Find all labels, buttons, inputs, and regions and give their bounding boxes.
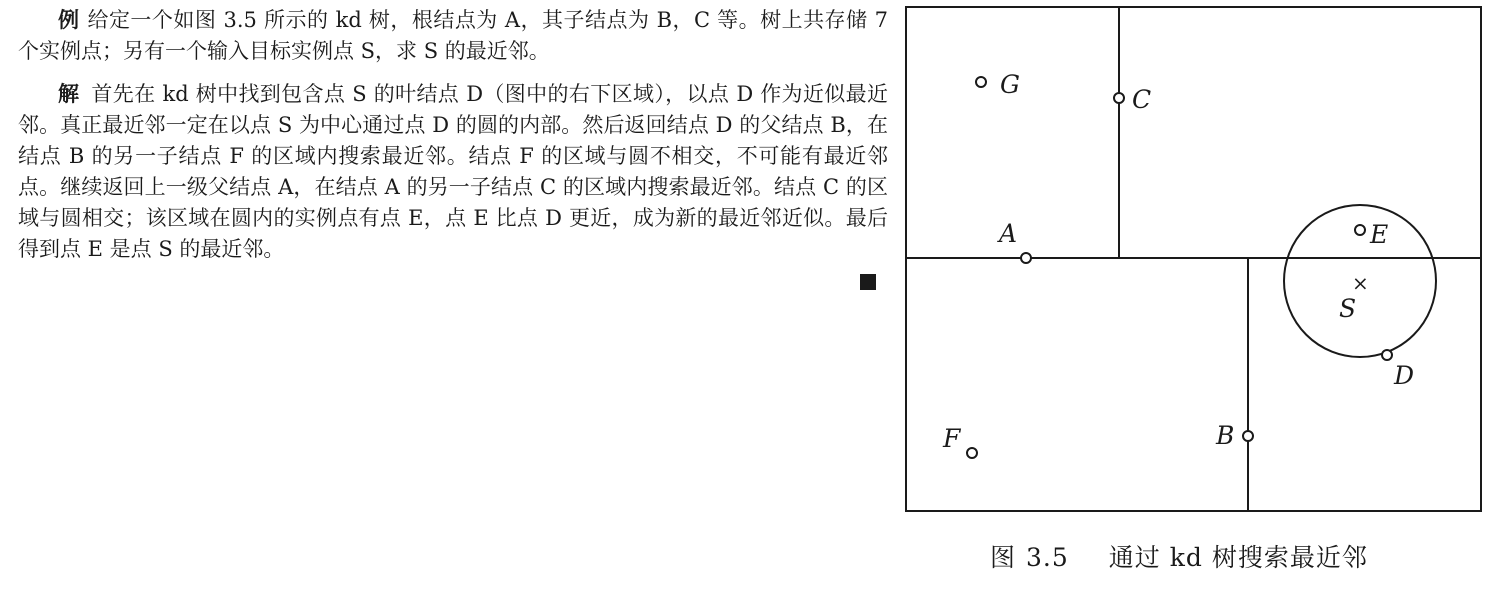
point-E (1355, 225, 1365, 235)
qed-mark (860, 274, 876, 290)
label-G: G (1000, 70, 1020, 99)
kd-tree-diagram (896, 0, 1491, 586)
label-E: E (1370, 220, 1389, 249)
label-A: A (999, 219, 1018, 248)
label-D: D (1394, 361, 1415, 390)
caption-number: 3.5 (1026, 543, 1069, 572)
solution-paragraph (18, 78, 888, 265)
point-C (1114, 93, 1124, 103)
point-A (1021, 253, 1031, 263)
point-B (1243, 431, 1253, 441)
label-F: F (943, 424, 961, 453)
solution-label: 解 (58, 81, 80, 106)
label-C: C (1132, 85, 1152, 114)
figure-caption (990, 538, 1368, 574)
kd-tree-figure (896, 0, 1491, 586)
caption-label: 图 (990, 543, 1017, 572)
example-text: 给定一个如图 3.5 所示的 kd 树，根结点为 A，其子结点为 B，C 等。树上共存储 7 个实例点；另有一个输入目标实例点 S，求 S 的最近邻。 (18, 8, 889, 63)
point-G (976, 77, 986, 87)
label-S: S (1339, 294, 1357, 323)
point-F (967, 448, 977, 458)
label-B: B (1216, 421, 1235, 450)
text-column (18, 4, 888, 265)
caption-text: 通过 kd 树搜索最近邻 (1108, 543, 1368, 572)
example-paragraph (18, 4, 888, 67)
target-marker: × (1352, 271, 1369, 295)
point-D (1382, 350, 1392, 360)
example-label: 例 (58, 7, 80, 32)
solution-text: 首先在 kd 树中找到包含点 S 的叶结点 D（图中的右下区域），以点 D 作为近似最近邻。真正最近邻一定在以点 S 为中心通过点 D 的圆的内部。然后返回结点 D 的父结点 B，在结点 B 的另一子结点 F 的区域内搜索最近邻。结点 F 的区域与圆不相交，不可能有最近邻点。继续返回上一级父结点 A，在结点 A 的另一子结点 C 的区域内搜索最近邻。结点 C 的区域与圆相交；该区域在圆内的实例点有点 E，点 E 比点 D 更近，成为新的最近邻近似。最后得到点 E 是点 S 的最近邻。 (18, 82, 889, 261)
